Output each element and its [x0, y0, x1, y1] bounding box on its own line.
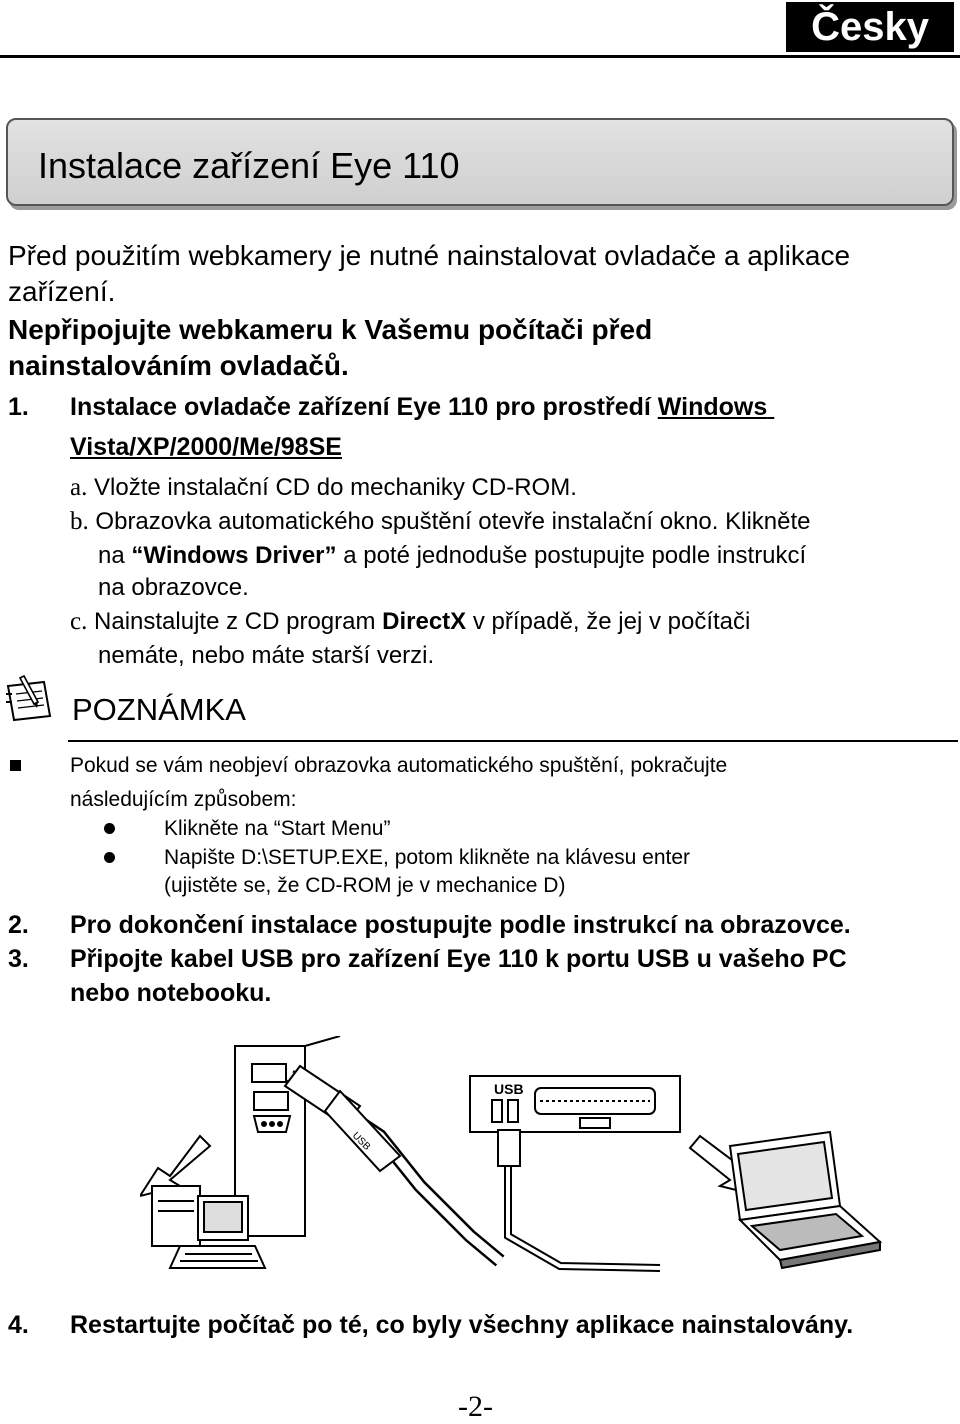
note-rule [68, 740, 958, 742]
svg-text:USB: USB [349, 1130, 373, 1153]
item-b-text-3: na obrazovce. [98, 574, 249, 601]
language-badge: Česky [786, 2, 954, 52]
step1-prefix: Instalace ovladače zařízení Eye 110 pro prostředí [70, 393, 651, 421]
step2-number: 2. [8, 911, 29, 939]
note-bullet-line-2: následujícím způsobem: [70, 788, 297, 811]
item-b-letter: b. [70, 508, 89, 535]
note-sub-1: Klikněte na “Start Menu” [164, 817, 391, 840]
directx-label: DirectX [382, 608, 467, 635]
warning-line-1: Nepřipojujte webkameru k Vašemu počítači před [8, 314, 653, 345]
step3-number: 3. [8, 945, 29, 973]
header-rule [0, 55, 960, 58]
item-c-text-1-post: v případě, že jej v počítači [472, 608, 751, 635]
laptop-port-panel [470, 1076, 680, 1132]
step1-os-line-2: Vista/XP/2000/Me/98SE [70, 433, 342, 461]
note-pencil-icon [4, 672, 56, 722]
step3-text-line-1: Připojte kabel USB pro zařízení Eye 110 k portu USB u vašeho PC [70, 945, 847, 973]
usb-connection-illustration [140, 1036, 960, 1272]
intro-line-1: Před použitím webkamery je nutné nainstalovat ovladače a aplikace [8, 240, 851, 271]
page-number: -2- [458, 1390, 493, 1423]
step1-number: 1. [8, 393, 29, 421]
sub-bullet-1 [104, 823, 115, 834]
desktop-computer-icon [152, 1186, 265, 1268]
intro-line-2: zařízení. [8, 276, 116, 307]
desktop-back-panel [235, 1036, 340, 1236]
note-heading: POZNÁMKA [72, 692, 246, 727]
step1-item-a [70, 472, 577, 504]
usb-port-label: USB [494, 1081, 524, 1097]
item-a-text: Vložte instalační CD do mechaniky CD-ROM. [94, 474, 577, 501]
step1-os-line-1: Windows [657, 393, 768, 421]
note-bullet-line-1: Pokud se vám neobjeví obrazovka automatického spuštění, pokračujte [70, 754, 728, 777]
step3-text-line-2: nebo notebooku. [70, 979, 272, 1007]
item-b-text-1: Obrazovka automatického spuštění otevře instalační okno. Klikněte [95, 508, 811, 535]
item-a-letter: a. [70, 474, 88, 501]
warning-line-2: nainstalováním ovladačů. [8, 350, 349, 381]
item-b-text-2-post: a poté jednoduše postupujte podle instrukcí [343, 542, 807, 569]
step1-item-c [70, 606, 750, 638]
item-c-letter: c. [70, 608, 88, 635]
note-sub-2-line-2: (ujistěte se, že CD-ROM je v mechanice D) [164, 874, 566, 897]
page-title: Instalace zařízení Eye 110 [38, 145, 460, 186]
item-c-text-2: nemáte, nebo máte starší verzi. [98, 642, 435, 669]
step1-heading [70, 390, 774, 424]
step4-number: 4. [8, 1311, 29, 1339]
windows-driver-label: “Windows Driver” [131, 542, 337, 569]
sub-bullet-2 [104, 852, 115, 863]
step1-item-b [70, 506, 811, 538]
note-bullet [10, 760, 21, 771]
laptop-icon [730, 1132, 880, 1268]
item-c-text-1-pre: Nainstalujte z CD program [94, 608, 376, 635]
step2-text: Pro dokončení instalace postupujte podle instrukcí na obrazovce. [70, 911, 851, 939]
usb-cable [285, 1066, 500, 1261]
step1-item-b-line-2 [98, 540, 806, 572]
title-bar [6, 118, 954, 206]
step4-text: Restartujte počítač po té, co byly všechny aplikace nainstalovány. [70, 1311, 854, 1339]
note-sub-2-line-1: Napište D:\SETUP.EXE, potom klikněte na klávesu enter [164, 846, 691, 869]
item-b-text-2-pre: na [98, 542, 125, 569]
